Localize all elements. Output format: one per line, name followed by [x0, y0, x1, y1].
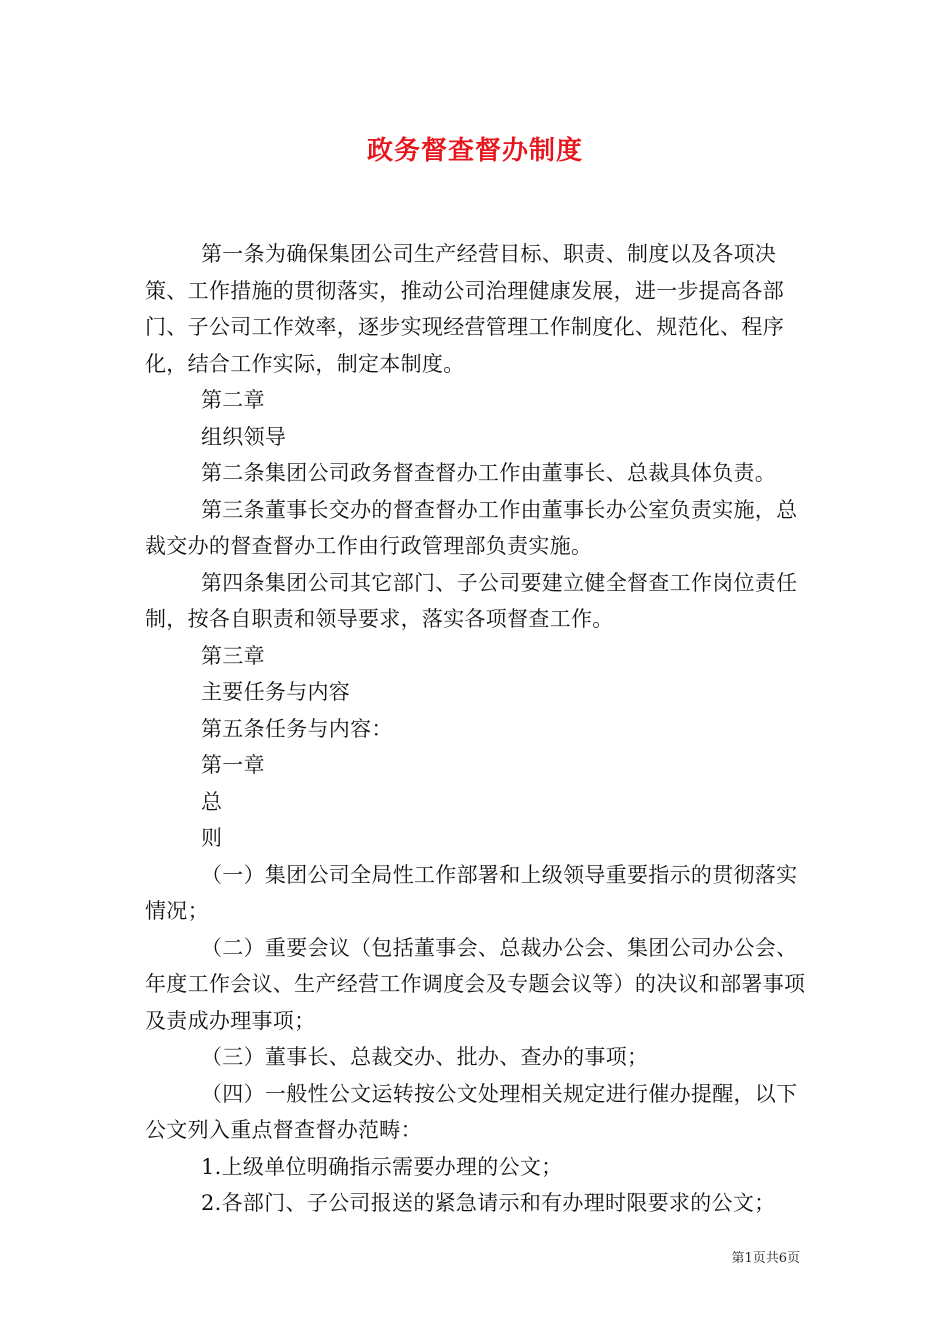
list-item-1: （一）集团公司全局性工作部署和上级领导重要指示的贯彻落实情况； [145, 862, 798, 923]
paragraph-article-2: 第二条集团公司政务督查督办工作由董事长、总裁具体负责。 [201, 461, 777, 485]
chapter-1-subtitle-part-2: 则 [201, 826, 223, 850]
document-title: 政务督查督办制度 [366, 136, 583, 166]
list-item-3: （三）董事长、总裁交办、批办、查办的事项； [201, 1045, 649, 1069]
list-item-2: （二）重要会议（包括董事会、总裁办公会、集团公司办公会、年度工作会议、生产经营工作调度会及专题会议等）的决议和部署事项及责成办理事项； [145, 935, 806, 1033]
chapter-3-subtitle: 主要任务与内容 [201, 680, 351, 704]
list-item-4: （四）一般性公文运转按公文处理相关规定进行催办提醒，以下公文列入重点督查督办范畴： [145, 1081, 798, 1142]
document-body [145, 236, 815, 1222]
paragraph-article-3: 第三条董事长交办的督查督办工作由董事长办公室负责实施，总裁交办的督查督办工作由行政管理部负责实施。 [145, 497, 798, 558]
chapter-3-heading: 第三章 [201, 643, 265, 668]
paragraph-article-5: 第五条任务与内容： [201, 716, 393, 741]
sub-item-2: 2.各部门、子公司报送的紧急请示和有办理时限要求的公文； [201, 1191, 776, 1215]
chapter-1-heading: 第一章 [201, 753, 265, 777]
page-number: 第1页共6页 [731, 1251, 800, 1266]
chapter-2-subtitle: 组织领导 [201, 424, 287, 449]
paragraph-article-1: 第一条为确保集团公司生产经营目标、职责、制度以及各项决策、工作措施的贯彻落实，推动公司治理健康发展，进一步提高各部门、子公司工作效率，逐步实现经营管理工作制度化、规范化、程序化，结合工作实际，制定本制度。 [145, 242, 784, 376]
chapter-1-subtitle-part-1: 总 [201, 789, 223, 814]
sub-item-1: 1.上级单位明确指示需要办理的公文； [201, 1154, 563, 1179]
chapter-2-heading: 第二章 [201, 388, 265, 412]
paragraph-article-4: 第四条集团公司其它部门、子公司要建立健全督查工作岗位责任制，按各自职责和领导要求，落实各项督查工作。 [145, 570, 798, 631]
